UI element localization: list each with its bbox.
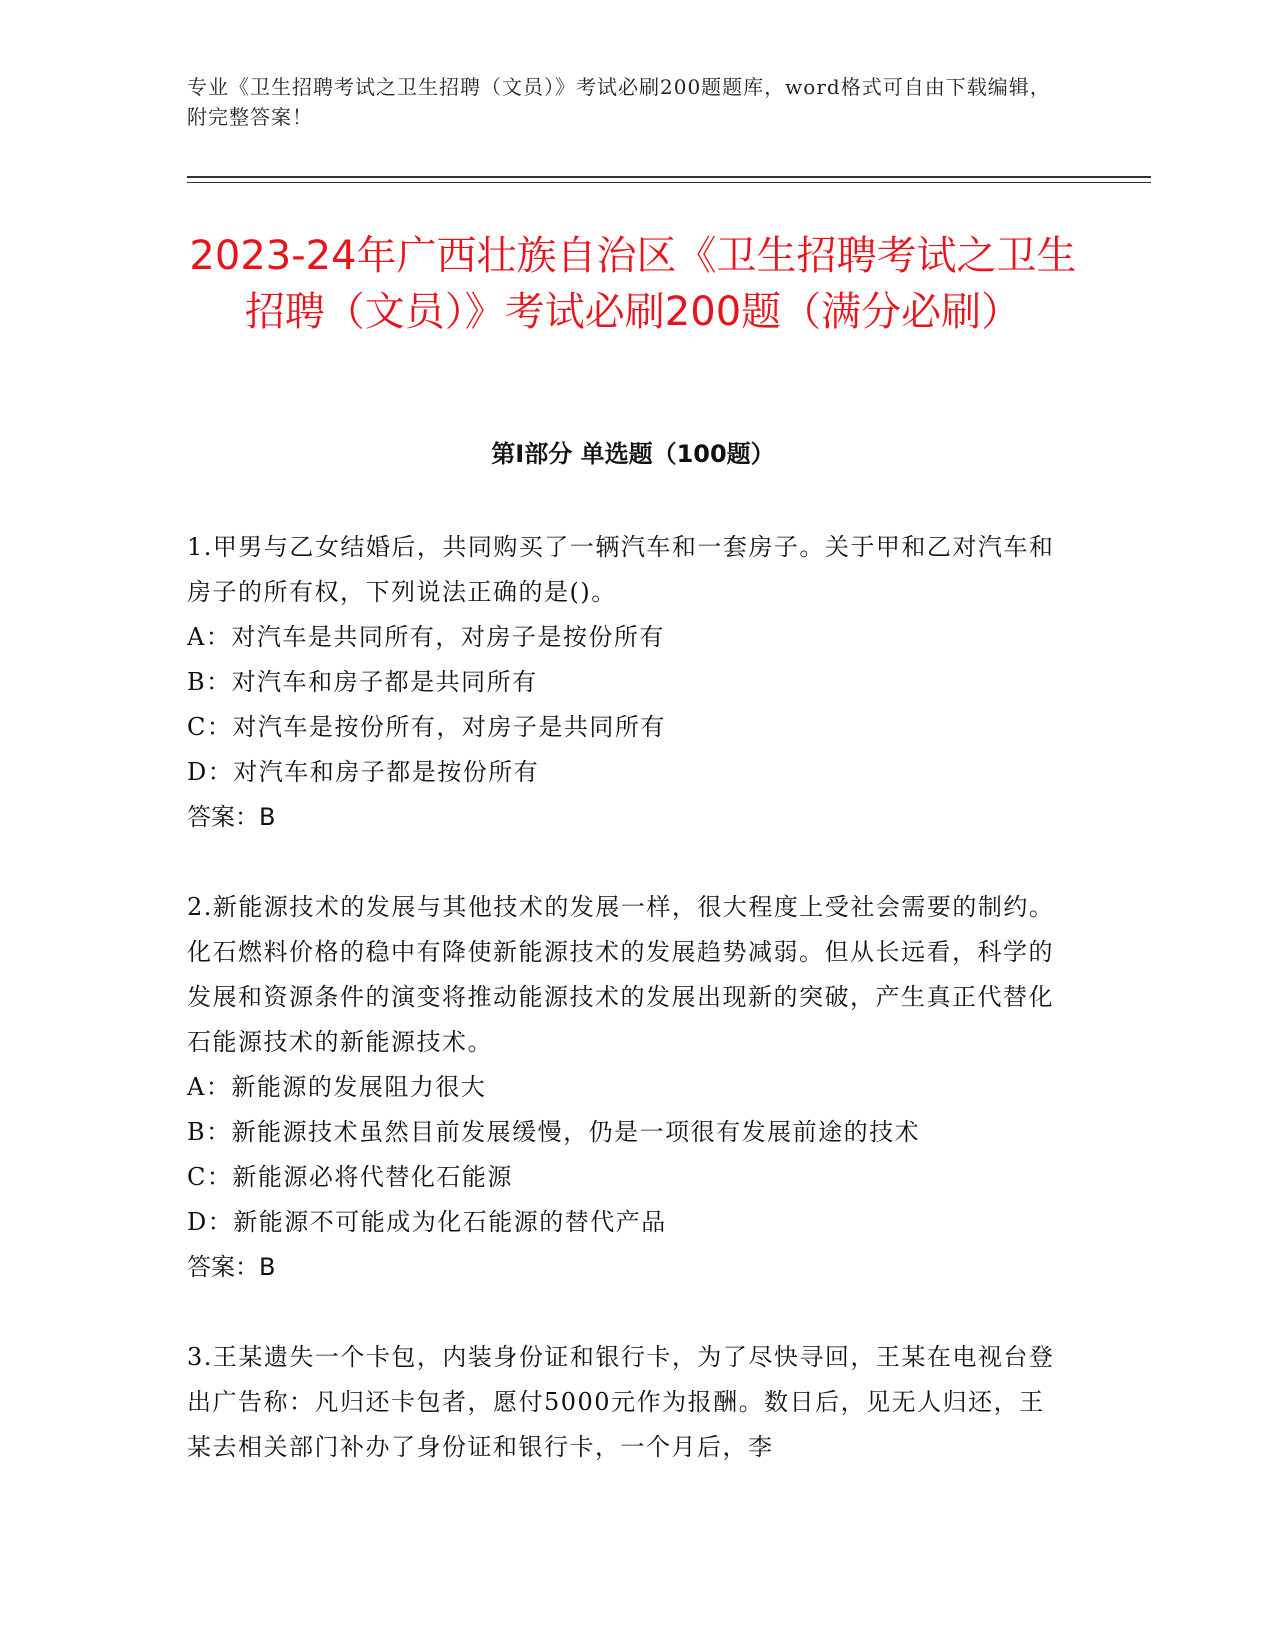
option-d: D：新能源不可能成为化石能源的替代产品: [187, 1208, 667, 1236]
section-title: 第I部分 单选题（100题）: [491, 440, 775, 468]
question-stem: 3.王某遗失一个卡包，内装身份证和银行卡，为了尽快寻回，王某在电视台登出广告称：凡归还卡包者，愿付5000元作为报酬。数日后，见无人归还，王某去相关部门补办了身份证和银行卡，一个月后，李: [187, 1343, 1055, 1461]
option-b: B：对汽车和房子都是共同所有: [187, 668, 538, 696]
document-title: 2023-24年广西壮族自治区《卫生招聘考试之卫生招聘（文员）》考试必刷200题（满分必刷）: [189, 233, 1077, 335]
question-1: [187, 525, 1067, 840]
answer-line: 答案：B: [187, 803, 276, 831]
question-2: [187, 885, 1067, 1290]
header-rule-thin: [187, 182, 1151, 183]
option-a: A：新能源的发展阻力很大: [187, 1073, 487, 1101]
question-3: [187, 1335, 1067, 1470]
option-b: B：新能源技术虽然目前发展缓慢，仍是一项很有发展前途的技术: [187, 1118, 921, 1146]
header-note: 专业《卫生招聘考试之卫生招聘（文员）》考试必刷200题题库，word格式可自由下载编辑，附完整答案！: [187, 75, 1051, 129]
option-d: D：对汽车和房子都是按份所有: [187, 758, 540, 786]
option-a: A：对汽车是共同所有，对房子是按份所有: [187, 623, 665, 651]
question-stem: 1.甲男与乙女结婚后，共同购买了一辆汽车和一套房子。关于甲和乙对汽车和房子的所有权，下列说法正确的是()。: [187, 533, 1055, 606]
question-stem: 2.新能源技术的发展与其他技术的发展一样，很大程度上受社会需要的制约。化石燃料价格的稳中有降使新能源技术的发展趋势减弱。但从长远看，科学的发展和资源条件的演变将推动能源技术的发展出现新的突破，产生真正代替化石能源技术的新能源技术。: [187, 893, 1055, 1056]
answer-line: 答案：B: [187, 1253, 276, 1281]
option-c: C：新能源必将代替化石能源: [187, 1163, 513, 1191]
header-rule-thick: [187, 176, 1151, 178]
option-c: C：对汽车是按份所有，对房子是共同所有: [187, 713, 666, 741]
